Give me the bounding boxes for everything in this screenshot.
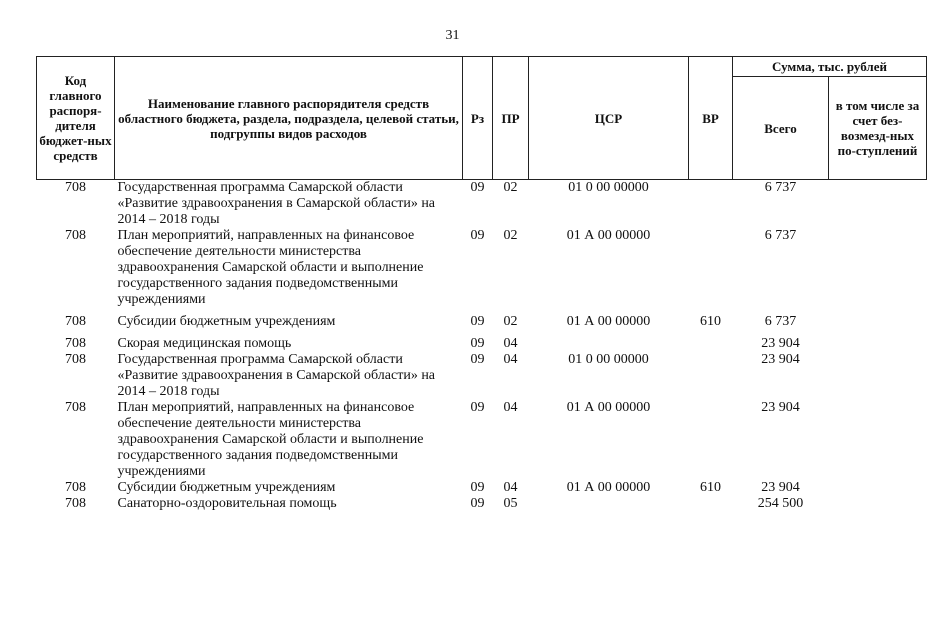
table-row [37,308,927,330]
cell-pr: 02 [503,228,518,243]
cell-pr: 04 [503,480,518,495]
cell-code: 708 [65,496,86,511]
cell-csr: 01 А 00 00000 [566,228,651,243]
cell-vr [689,330,733,352]
header-name: Наименование главного распорядителя средств областного бюджета, раздела, подраздела, целевой статьи, подгруппы видов расходов [115,57,463,180]
cell-pr: 04 [503,400,518,415]
budget-table [36,56,927,512]
cell-name: План мероприятий, направленных на финансовое обеспечение деятельности министерства здравоохранения Самарской области и выполнение государственного задания подведомственными учреждениями [117,400,424,479]
cell-total: 23 904 [761,352,800,367]
cell-total: 23 904 [761,400,800,415]
cell-total: 6 737 [764,314,797,329]
cell-pr: 02 [503,314,518,329]
table-body [37,180,927,513]
cell-code: 708 [65,228,86,243]
cell-pr: 04 [503,352,518,367]
cell-total: 23 904 [761,336,800,351]
cell-csr [529,496,689,512]
cell-code: 708 [65,180,86,195]
cell-vr [689,352,733,400]
cell-gratuitous [829,180,927,229]
cell-csr: 01 А 00 00000 [566,314,651,329]
cell-gratuitous [829,496,927,512]
cell-rz: 09 [470,480,485,495]
cell-vr [689,496,733,512]
cell-vr: 610 [700,314,721,329]
cell-total: 23 904 [761,480,800,495]
cell-rz: 09 [470,336,485,351]
cell-rz: 09 [470,180,485,195]
cell-gratuitous [829,330,927,352]
cell-name: Субсидии бюджетным учреждениям [117,314,336,329]
cell-gratuitous [829,480,927,496]
cell-gratuitous [829,352,927,400]
cell-csr: 01 А 00 00000 [566,480,651,495]
cell-name: План мероприятий, направленных на финансовое обеспечение деятельности министерства здравоохранения Самарской области и выполнение государственного задания подведомственными учреждениями [117,228,424,307]
table-header [37,57,927,180]
header-total: Всего [733,77,829,180]
cell-total: 254 500 [757,496,804,511]
cell-gratuitous [829,400,927,480]
cell-gratuitous [829,228,927,308]
cell-code: 708 [65,352,86,367]
cell-code: 708 [65,314,86,329]
table-row [37,480,927,496]
cell-name: Государственная программа Самарской области «Развитие здравоохранения в Самарской области» на 2014 – 2018 годы [117,180,436,227]
cell-csr: 01 0 00 00000 [568,180,649,195]
cell-pr: 05 [503,496,518,511]
cell-vr [689,180,733,229]
header-vr: ВР [689,57,733,180]
cell-pr: 04 [503,336,518,351]
table-row [37,352,927,400]
table-row [37,330,927,352]
cell-vr: 610 [700,480,721,495]
page-number: 31 [445,28,460,43]
cell-name: Санаторно-оздоровительная помощь [117,496,337,511]
cell-rz: 09 [470,400,485,415]
header-code: Код главного распоря-дителя бюджет-ных средств [37,57,115,180]
cell-gratuitous [829,308,927,330]
cell-total: 6 737 [764,180,797,195]
header-gratuitous: в том числе за счет без-возмезд-ных по-ступлений [829,77,927,180]
cell-csr [529,330,689,352]
cell-code: 708 [65,480,86,495]
table-row [37,400,927,480]
header-rz: Рз [463,57,493,180]
cell-rz: 09 [470,314,485,329]
cell-pr: 02 [503,180,518,195]
table-row [37,228,927,308]
header-sum: Сумма, тыс. рублей [733,57,927,77]
header-pr: ПР [493,57,529,180]
cell-code: 708 [65,400,86,415]
cell-rz: 09 [470,496,485,511]
header-csr: ЦСР [529,57,689,180]
cell-total: 6 737 [764,228,797,243]
cell-name: Государственная программа Самарской области «Развитие здравоохранения в Самарской области» на 2014 – 2018 годы [117,352,436,399]
cell-name: Субсидии бюджетным учреждениям [117,480,336,495]
cell-csr: 01 А 00 00000 [566,400,651,415]
table-row [37,496,927,512]
cell-name: Скорая медицинская помощь [117,336,292,351]
cell-vr [689,400,733,480]
cell-vr [689,228,733,308]
cell-rz: 09 [470,228,485,243]
cell-rz: 09 [470,352,485,367]
cell-csr: 01 0 00 00000 [568,352,649,367]
cell-code: 708 [65,336,86,351]
table-row [37,180,927,229]
